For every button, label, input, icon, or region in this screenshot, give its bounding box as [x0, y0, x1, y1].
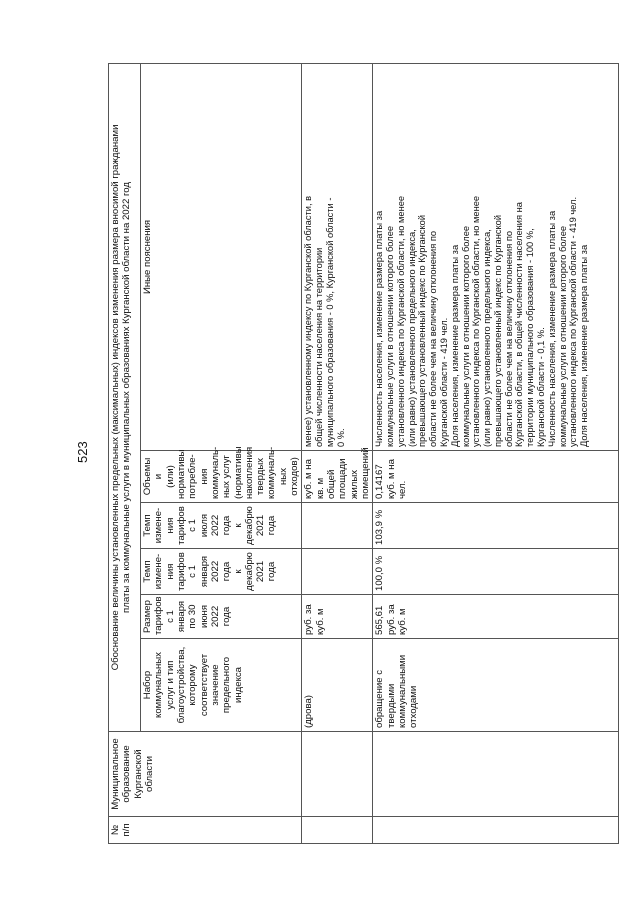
- cell-rate-jul: 103,9 %: [373, 503, 619, 549]
- cell-rate-jan: 100,0 %: [373, 549, 619, 595]
- table-row: [373, 63, 619, 843]
- cell-tariff: руб. за куб. м: [302, 595, 373, 639]
- header-rate-jan: Темп измене- ния тарифов с 1 января 2022 года к декабрю 2021 года: [141, 549, 302, 595]
- cell-service: обращение с твердыми коммунальными отходами: [373, 639, 619, 732]
- justification-table: [108, 63, 619, 844]
- cell-notes: менее) установленному индексу по Курганской области, в общей численности населения на территории муниципального образования - 0 %, Курганской области - 0 %.: [302, 63, 373, 450]
- cell-volume: 0,14167 куб. м на чел.: [373, 451, 619, 503]
- header-municipality: Муниципальное образование Курганской области: [109, 732, 302, 817]
- cell-municipality: [302, 732, 373, 817]
- header-volume: Объемы и (или) нормативы потребле- ния коммуналь- ных услуг (нормативы накопления твердых коммуналь- ных отходов): [141, 451, 302, 503]
- header-tariff: Размер тарифов с 1 января по 30 июня 2022 года: [141, 595, 302, 639]
- cell-tariff: 565,61 руб. за куб. м: [373, 595, 619, 639]
- header-rate-jul: Темп измене- ния тарифов с 1 июля 2022 года к декабрю 2021 года: [141, 503, 302, 549]
- cell-service: (дрова): [302, 639, 373, 732]
- cell-rate-jan: [302, 549, 373, 595]
- cell-volume: куб. м на кв. м общей площади жилых помещений: [302, 451, 373, 503]
- cell-notes: Численность населения, изменение размера платы за коммунальные услуги в отношении которого более установленного индекса по Курганской области, но менее (или равно) установленного предельного индекса, превышающего установленный индекс по Курганской области не более чем на величину отклонения по Курганской области - 419 чел. Доля населения, изменение размера платы за коммунальные услуги в отношении которого более установленного индекса по Курганской области, но менее (или равно) установленного предельного индекса, превышающего установленный индекс по Курганской области не более чем на величину отклонения по Курганской области, в общей численности населения на территории муниципального образования - 100 %, Курганской области - 0,1 %. Численность населения, изменение размера платы за коммунальные услуги в отношении которого более установленного индекса по Курганской области - 419 чел. Доля населения, изменение размера платы за: [373, 63, 619, 450]
- page-number: 523: [75, 441, 90, 463]
- header-service: Набор коммунальных услуг и тип благоустройства, которому соответствует значение предельного индекса: [141, 639, 302, 732]
- header-notes: Иные пояснения: [141, 63, 302, 450]
- header-group-title: Обоснование величины установленных предельных (максимальных) индексов изменения размера вносимой гражданами платы за коммунальные услуги в муниципальных образованиях Курганской области на 2022 год: [109, 63, 141, 731]
- cell-municipality: [373, 732, 619, 817]
- rotated-table-container: [108, 64, 606, 844]
- header-num: № п/п: [109, 817, 302, 844]
- cell-rate-jul: [302, 503, 373, 549]
- cell-num: [373, 817, 619, 844]
- table-row: [302, 63, 373, 843]
- cell-num: [302, 817, 373, 844]
